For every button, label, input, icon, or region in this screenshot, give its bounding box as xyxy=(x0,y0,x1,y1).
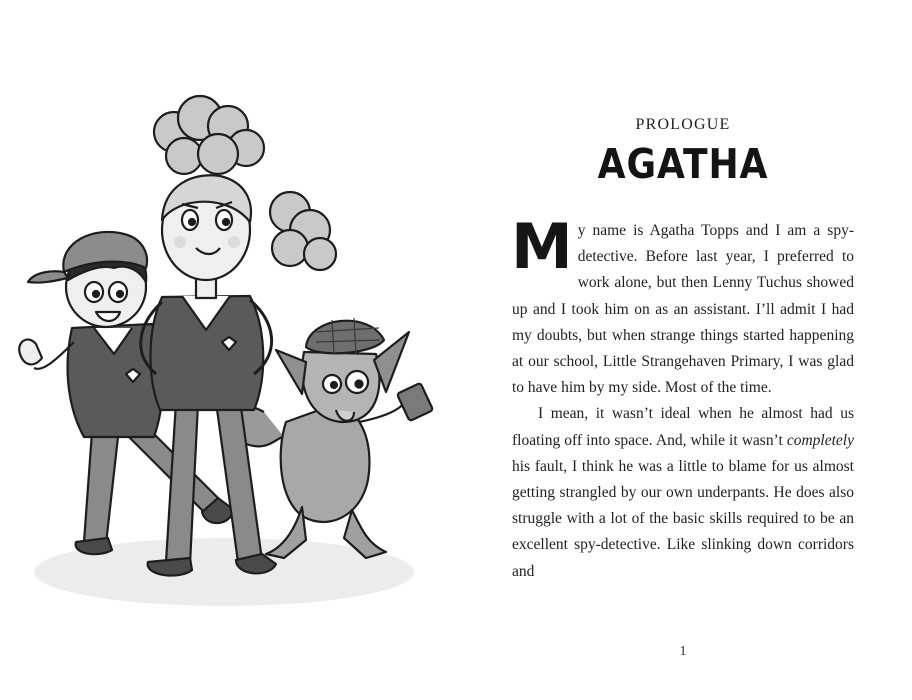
paragraph-2-text-end: his fault, I think he was a little to blame for us almost getting strangled by our own underpants. He does also struggle with a lot of the basic skills required to be an excellent spy-detective. Like slinking down corridors and xyxy=(512,457,854,580)
book-page-text xyxy=(512,0,854,700)
body-text xyxy=(511,210,854,585)
paragraph-1-text: y name is Agatha Topps and I am a spy-detective. Before last year, I preferred to work alone, but then Lenny Tuchus showed up and I took him on as an assistant. I’ll admit I had my doubts, but when strange things started happening at our school, Little Strangehaven Primary, I was glad to have him by my side. Most of the time. xyxy=(512,222,854,397)
paragraph-2 xyxy=(512,401,854,584)
emphasis-completely: completely xyxy=(786,431,854,449)
illustration-agatha-lenny-monster xyxy=(14,92,454,612)
paragraph-1 xyxy=(511,210,854,401)
drop-cap: M xyxy=(511,210,573,283)
paragraph-2-text-start: I mean, it wasn’t ideal when he almost had us floating off into space. And, while it wasn’t xyxy=(512,405,854,449)
chapter-title: AGATHA xyxy=(597,140,769,188)
section-label: PROLOGUE xyxy=(635,116,731,133)
page-number: 1 xyxy=(679,644,687,659)
